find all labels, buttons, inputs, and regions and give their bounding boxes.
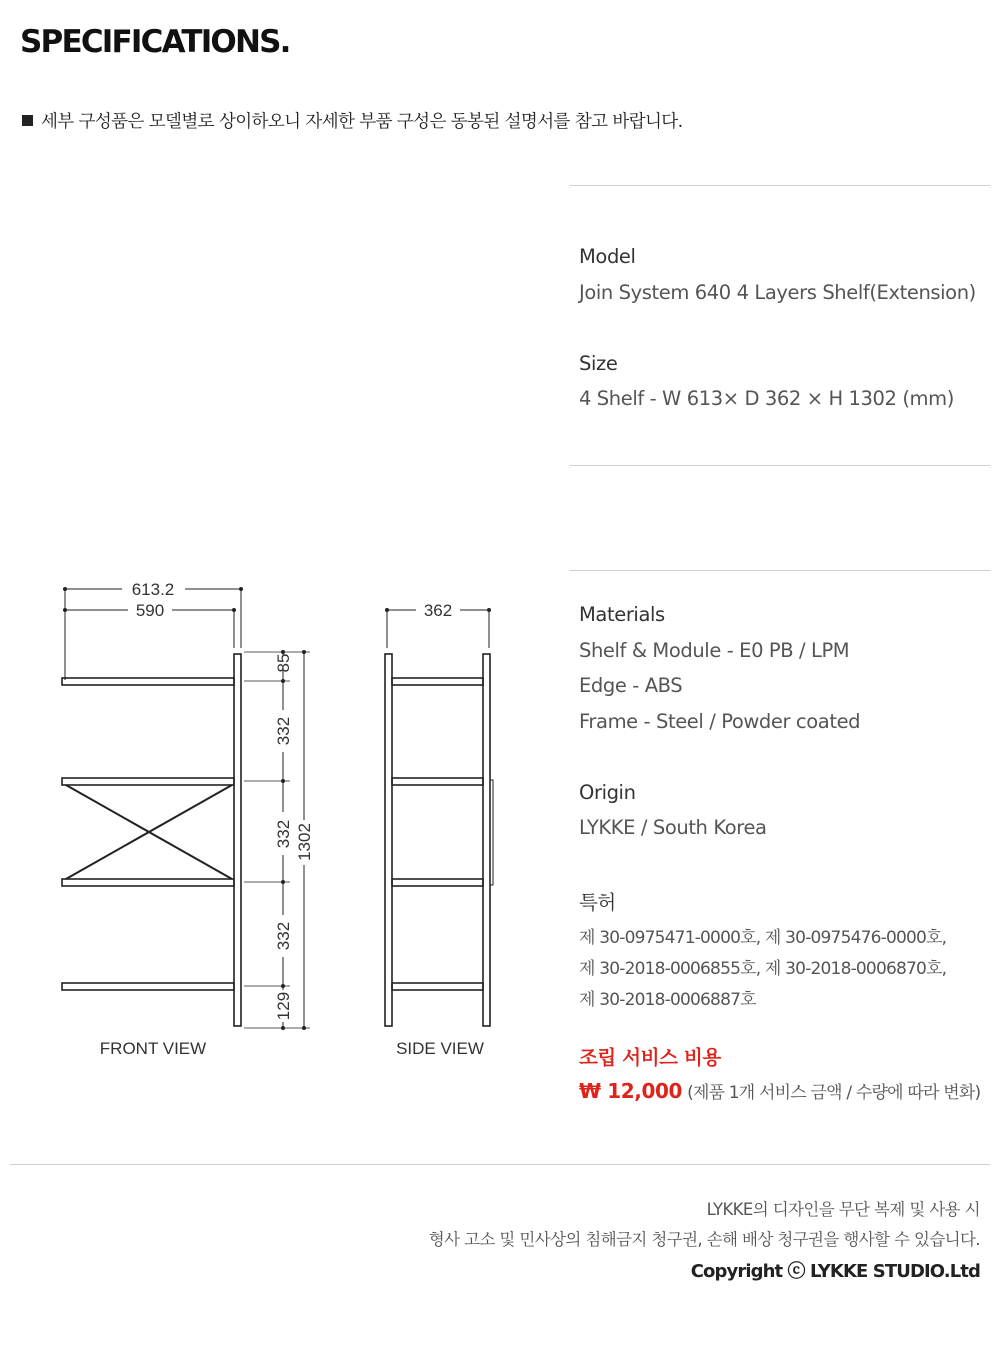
dim-side-depth: 362 <box>423 601 453 620</box>
model-value: Join System 640 4 Layers Shelf(Extension) <box>579 281 976 304</box>
patent-item: 제 30-2018-0006855호, 제 30-2018-0006870호, <box>579 959 947 979</box>
assembly-price: ₩ 12,000 <box>579 1079 683 1103</box>
divider-mid-2 <box>570 570 990 571</box>
notice-text: 세부 구성품은 모델별로 상이하오니 자세한 부품 구성은 동봉된 설명서를 참고 바랍니다. <box>41 112 683 132</box>
dim-gap: 332 <box>274 716 293 746</box>
dim-front-width-inner: 590 <box>135 601 165 620</box>
assembly-note: (제품 1개 서비스 금액 / 수량에 따라 변화) <box>687 1083 981 1103</box>
front-view-caption: FRONT VIEW <box>99 1039 207 1058</box>
materials-item: Edge - ABS <box>579 674 683 697</box>
patent-item: 제 30-0975471-0000호, 제 30-0975476-0000호, <box>579 928 947 948</box>
size-value: 4 Shelf - W 613× D 362 × H 1302 (mm) <box>579 387 954 410</box>
divider-mid-1 <box>570 465 990 466</box>
square-bullet-icon <box>22 115 33 126</box>
dim-gap: 332 <box>274 819 293 849</box>
footer-line: 형사 고소 및 민사상의 침해금지 청구권, 손해 배상 청구권을 행사할 수 있습니다. <box>428 1230 980 1249</box>
dim-front-width-outer: 613.2 <box>131 580 175 599</box>
divider-footer <box>10 1164 990 1165</box>
divider-top <box>570 185 990 186</box>
copyright: Copyright ⓒ LYKKE STUDIO.Ltd <box>690 1261 980 1282</box>
model-label: Model <box>579 245 636 268</box>
materials-item: Shelf & Module - E0 PB / LPM <box>579 639 850 662</box>
dim-top: 85 <box>274 653 293 673</box>
side-view-caption: SIDE VIEW <box>396 1039 484 1058</box>
assembly-label: 조립 서비스 비용 <box>579 1046 721 1069</box>
dim-gap: 332 <box>274 921 293 951</box>
assembly-price-row <box>579 1078 980 1103</box>
materials-item: Frame - Steel / Powder coated <box>579 710 861 733</box>
origin-label: Origin <box>579 781 636 804</box>
page-title: SPECIFICATIONS. <box>20 24 290 60</box>
shelf-drawing <box>0 570 560 1070</box>
footer-line: LYKKE의 디자인을 무단 복제 및 사용 시 <box>706 1200 980 1219</box>
size-label: Size <box>579 352 618 375</box>
patent-item: 제 30-2018-0006887호 <box>579 990 756 1010</box>
dim-bottom: 129 <box>274 991 293 1021</box>
notice <box>22 108 683 133</box>
patent-label: 특허 <box>579 891 616 914</box>
materials-label: Materials <box>579 603 665 626</box>
dim-total-height: 1302 <box>295 823 314 861</box>
origin-value: LYKKE / South Korea <box>579 816 767 839</box>
